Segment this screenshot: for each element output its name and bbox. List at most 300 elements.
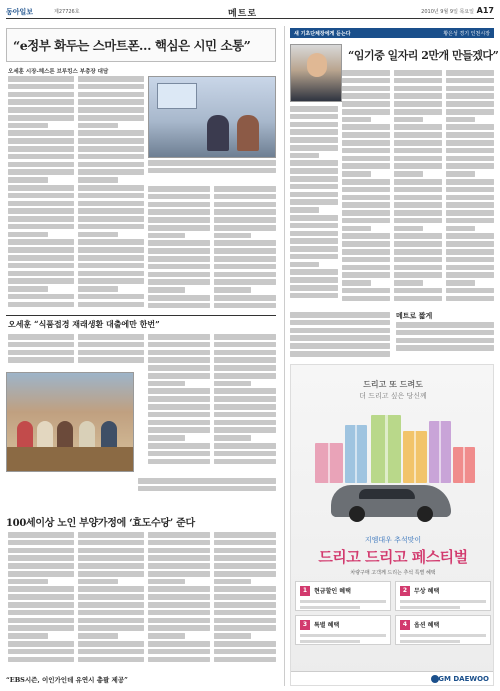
body-text-line — [8, 571, 74, 577]
body-text-line — [446, 257, 494, 263]
body-text-line — [148, 202, 210, 208]
body-text-line — [446, 132, 494, 138]
welfare-text-column-3 — [148, 532, 210, 668]
body-text-line — [8, 185, 74, 191]
body-text-line — [148, 451, 210, 457]
body-text-line — [148, 555, 210, 561]
body-text-line — [78, 540, 144, 546]
body-text-line — [78, 99, 144, 105]
body-text-line — [8, 334, 74, 340]
body-text-line — [214, 396, 276, 402]
body-text-line — [214, 618, 276, 624]
ebs-headline[interactable]: “EBS시즌, 이인가인데 유연시 총괄 제공” — [6, 676, 128, 684]
body-text-line — [394, 132, 442, 138]
body-text-line — [290, 231, 338, 237]
body-text-line — [78, 263, 144, 269]
body-text-line — [446, 210, 494, 216]
body-text-line — [290, 351, 390, 357]
body-text-line — [148, 168, 276, 174]
body-text-line — [148, 435, 185, 441]
car-image — [331, 485, 451, 517]
body-text-line — [342, 70, 390, 76]
body-text-line — [78, 92, 144, 98]
body-text-line — [290, 238, 338, 244]
body-text-line — [78, 255, 144, 261]
body-text-line — [214, 287, 251, 293]
interview-quote-headline[interactable]: “임기중 일자리 2만개 만들겠다” — [348, 49, 499, 62]
event-headline[interactable]: 오세훈 “식품접경 재래생환 대출에만 한번” — [8, 319, 160, 329]
body-text-line — [78, 193, 144, 199]
body-text-line — [214, 365, 276, 371]
body-text-line — [78, 625, 144, 631]
body-text-line — [148, 602, 210, 608]
promo-subtitle: 지엠대우 추석맞이 — [364, 536, 422, 544]
body-text-line — [78, 208, 144, 214]
body-text-line — [214, 334, 276, 340]
body-text-line — [8, 548, 74, 554]
body-text-line — [446, 233, 494, 239]
body-text-line — [8, 138, 74, 144]
body-text-line — [446, 265, 494, 271]
body-text-line — [446, 241, 494, 247]
body-text-line — [8, 278, 74, 284]
body-text-line — [148, 388, 210, 394]
body-text-line — [78, 618, 144, 624]
welfare-headline[interactable]: 100세이상 노인 부양가정에 ‘효도수당’ 준다 — [6, 518, 195, 529]
body-text-line — [78, 107, 144, 113]
body-text-line — [446, 288, 494, 294]
body-text-line — [394, 101, 442, 107]
benefit-detail-line — [300, 634, 386, 637]
body-text-line — [342, 288, 390, 294]
body-text-line — [8, 193, 74, 199]
body-text-line — [446, 202, 494, 208]
body-text-line — [78, 185, 144, 191]
body-text-line — [78, 76, 144, 82]
body-text-line — [8, 76, 74, 82]
body-text-line — [214, 427, 276, 433]
issue-number: 제27726호 — [54, 9, 80, 15]
body-text-line — [8, 625, 74, 631]
body-text-line — [290, 320, 390, 326]
body-text-line — [8, 208, 74, 214]
body-text-line — [8, 162, 74, 168]
body-text-line — [214, 388, 276, 394]
body-text-line — [394, 70, 442, 76]
body-text-line — [446, 117, 475, 123]
benefit-detail-line — [400, 634, 486, 637]
body-text-line — [78, 657, 144, 663]
body-text-line — [78, 123, 118, 129]
body-text-line — [342, 210, 390, 216]
body-text-line — [342, 171, 371, 177]
body-text-line — [78, 224, 144, 230]
body-text-line — [78, 232, 118, 238]
main-headline-box — [6, 28, 276, 62]
portrait-face — [307, 53, 327, 77]
body-text-line — [8, 594, 74, 600]
body-text-line — [8, 154, 74, 160]
body-text-line — [394, 163, 442, 169]
body-text-line — [78, 84, 144, 90]
body-text-line — [214, 586, 276, 592]
body-text-line — [290, 262, 319, 268]
gift-box-icon — [403, 431, 427, 483]
body-text-line — [148, 240, 210, 246]
body-text-line — [394, 210, 442, 216]
body-text-line — [78, 548, 144, 554]
body-text-line — [8, 216, 74, 222]
body-text-line — [78, 271, 144, 277]
body-text-line — [8, 247, 74, 253]
body-text-line — [148, 334, 210, 340]
body-text-line — [342, 86, 390, 92]
article-text-column-2 — [78, 76, 144, 312]
article-text-column-4 — [214, 186, 276, 312]
body-text-line — [148, 443, 210, 449]
benefit-detail-line — [300, 606, 360, 609]
interview-text-column-4 — [446, 70, 494, 306]
body-text-line — [290, 114, 338, 120]
body-text-line — [214, 435, 251, 441]
body-text-line — [148, 657, 210, 663]
body-text-line — [214, 459, 276, 465]
forum-person — [237, 115, 259, 151]
body-text-line — [342, 272, 390, 278]
column-divider — [284, 26, 285, 686]
body-text-line — [214, 548, 276, 554]
interview-text-column-3 — [394, 70, 442, 306]
body-text-line — [8, 177, 48, 183]
body-text-line — [8, 563, 74, 569]
body-text-line — [214, 420, 276, 426]
body-text-line — [214, 540, 276, 546]
body-text-line — [214, 256, 276, 262]
body-text-line — [396, 330, 494, 336]
body-text-line — [290, 153, 319, 159]
body-text-line — [8, 107, 74, 113]
body-text-line — [78, 334, 144, 340]
body-text-line — [446, 272, 494, 278]
body-text-line — [290, 184, 338, 190]
body-text-line — [394, 288, 442, 294]
benefit-label: 옵션 혜택 — [414, 622, 440, 629]
body-text-line — [342, 226, 371, 232]
body-text-line — [148, 287, 185, 293]
body-text-line — [78, 602, 144, 608]
benefit-number: 1 — [300, 586, 310, 596]
body-text-line — [8, 84, 74, 90]
body-text-line — [446, 187, 494, 193]
body-text-line — [8, 130, 74, 136]
body-text-line — [8, 224, 74, 230]
page-number: A17 — [476, 6, 494, 15]
body-text-line — [148, 225, 210, 231]
body-text-line — [8, 649, 74, 655]
body-text-line — [8, 586, 74, 592]
body-text-line — [394, 117, 423, 123]
body-text-line — [8, 618, 74, 624]
body-text-line — [8, 294, 74, 300]
body-text-line — [446, 78, 494, 84]
welfare-text-column-4 — [214, 532, 276, 668]
body-text-line — [394, 179, 442, 185]
gift-box-icon — [371, 415, 401, 483]
body-text-line — [78, 201, 144, 207]
body-text-line — [446, 171, 475, 177]
body-text-line — [214, 272, 276, 278]
body-text-line — [342, 179, 390, 185]
body-text-line — [446, 148, 494, 154]
body-text-line — [342, 124, 390, 130]
benefit-detail-line — [400, 606, 460, 609]
body-text-line — [148, 186, 210, 192]
interview-text-column-2 — [342, 70, 390, 306]
body-text-line — [148, 420, 210, 426]
body-text-line — [394, 86, 442, 92]
interviewee-portrait — [290, 44, 342, 102]
body-text-line — [394, 272, 442, 278]
car-wheel — [417, 506, 433, 522]
body-text-line — [8, 271, 74, 277]
body-text-line — [396, 345, 494, 351]
body-text-line — [78, 294, 144, 300]
body-text-line — [446, 179, 494, 185]
body-text-line — [290, 285, 338, 291]
body-text-line — [214, 342, 276, 348]
body-text-line — [290, 122, 338, 128]
body-text-line — [394, 93, 442, 99]
body-text-line — [8, 239, 74, 245]
body-text-line — [290, 145, 338, 151]
body-text-line — [148, 633, 185, 639]
body-text-line — [446, 101, 494, 107]
interview-series-title: 새 기초단체장에게 듣는다 — [294, 31, 351, 37]
body-text-line — [394, 265, 442, 271]
body-text-line — [8, 115, 74, 121]
body-text-line — [78, 138, 144, 144]
body-text-line — [148, 295, 210, 301]
body-text-line — [214, 532, 276, 538]
body-text-line — [138, 478, 276, 484]
body-text-line — [148, 649, 210, 655]
body-text-line — [214, 279, 276, 285]
body-text-line — [148, 610, 210, 616]
body-text-line — [290, 335, 390, 341]
body-text-line — [214, 443, 276, 449]
body-text-line — [78, 115, 144, 121]
body-text-line — [446, 86, 494, 92]
body-text-line — [148, 532, 210, 538]
body-text-line — [342, 195, 390, 201]
body-text-line — [148, 548, 210, 554]
body-text-line — [446, 109, 494, 115]
body-text-line — [148, 217, 210, 223]
body-text-line — [8, 232, 48, 238]
body-text-line — [78, 302, 144, 308]
main-subhead: 오세훈 시장-헤스톤 브루킹스 부총장 대담 — [8, 69, 109, 75]
welfare-text-column-1 — [8, 532, 74, 668]
benefit-label: 현금할인 혜택 — [314, 588, 351, 595]
body-text-line — [446, 218, 494, 224]
body-text-line — [446, 156, 494, 162]
body-text-line — [78, 586, 144, 592]
body-text-line — [214, 381, 251, 387]
body-text-line — [148, 350, 210, 356]
body-text-line — [214, 303, 276, 309]
car-wheel — [349, 506, 365, 522]
body-text-line — [394, 257, 442, 263]
body-text-line — [78, 146, 144, 152]
body-text-line — [290, 328, 390, 334]
body-text-line — [8, 641, 74, 647]
body-text-line — [8, 657, 74, 663]
article-text-column-3 — [148, 186, 210, 312]
car-window — [359, 489, 415, 499]
body-text-line — [78, 649, 144, 655]
body-text-line — [342, 109, 390, 115]
forum-person — [207, 115, 229, 151]
body-text-line — [8, 579, 48, 585]
body-text-line — [290, 254, 338, 260]
body-text-line — [290, 192, 338, 198]
section-title: 메트로 — [228, 9, 258, 19]
body-text-line — [214, 209, 276, 215]
body-text-line — [342, 93, 390, 99]
main-headline[interactable]: “e정부 화두는 스마트폰… 핵심은 시민 소통” — [13, 38, 251, 53]
body-text-line — [394, 140, 442, 146]
body-text-line — [8, 146, 74, 152]
body-text-line — [214, 225, 276, 231]
gm-daewoo-advertisement[interactable] — [290, 364, 494, 686]
gift-box-icon — [315, 443, 343, 483]
body-text-line — [148, 256, 210, 262]
body-text-line — [148, 625, 210, 631]
body-text-line — [342, 117, 371, 123]
body-text-line — [446, 140, 494, 146]
body-text-line — [8, 350, 74, 356]
body-text-line — [8, 92, 74, 98]
body-text-line — [214, 412, 276, 418]
body-text-line — [78, 154, 144, 160]
benefit-label: 무상 혜택 — [414, 588, 440, 595]
body-text-line — [446, 163, 494, 169]
body-text-line — [394, 226, 423, 232]
event-text-column-1 — [8, 334, 74, 368]
body-text-line — [148, 427, 210, 433]
body-text-line — [8, 633, 48, 639]
body-text-line — [148, 248, 210, 254]
body-text-line — [342, 78, 390, 84]
body-text-line — [214, 625, 276, 631]
body-text-line — [8, 610, 74, 616]
body-text-line — [8, 555, 74, 561]
interview-series-bar — [290, 28, 494, 38]
body-text-line — [446, 280, 475, 286]
body-text-line — [148, 396, 210, 402]
body-text-line — [342, 296, 390, 302]
body-text-line — [8, 342, 74, 348]
body-text-line — [342, 257, 390, 263]
body-text-line — [446, 70, 494, 76]
body-text-line — [290, 207, 319, 213]
body-text-line — [78, 641, 144, 647]
benefit-card[interactable] — [295, 615, 391, 645]
body-text-line — [148, 264, 210, 270]
body-text-line — [148, 404, 210, 410]
body-text-line — [78, 286, 118, 292]
gift-box-icon — [429, 421, 451, 483]
body-text-line — [148, 594, 210, 600]
welfare-text-column-2 — [78, 532, 144, 668]
body-text-line — [342, 265, 390, 271]
benefit-detail-line — [300, 640, 360, 643]
event-text-column-2 — [78, 334, 144, 368]
body-text-line — [214, 357, 276, 363]
body-text-line — [78, 247, 144, 253]
benefit-label: 특별 혜택 — [314, 622, 340, 629]
body-text-line — [78, 177, 118, 183]
body-text-line — [290, 246, 338, 252]
body-text-line — [394, 218, 442, 224]
body-text-line — [148, 540, 210, 546]
body-text-line — [342, 156, 390, 162]
body-text-line — [78, 357, 144, 363]
body-text-line — [148, 303, 210, 309]
benefit-card[interactable] — [395, 615, 491, 645]
body-text-line — [214, 451, 276, 457]
gift-box-icon — [345, 425, 367, 483]
body-text-line — [148, 194, 210, 200]
body-text-line — [214, 633, 251, 639]
forum-photo — [148, 76, 276, 158]
benefit-card[interactable] — [295, 581, 391, 611]
body-text-line — [78, 130, 144, 136]
body-text-line — [148, 459, 210, 465]
body-text-line — [148, 365, 210, 371]
body-text-line — [394, 148, 442, 154]
body-text-line — [394, 124, 442, 130]
body-text-line — [446, 93, 494, 99]
benefit-number: 3 — [300, 620, 310, 630]
body-text-line — [342, 140, 390, 146]
page-header — [6, 5, 494, 19]
body-text-line — [214, 373, 276, 379]
ad-brand-name: GM DAEWOO — [438, 675, 489, 683]
issue-date: 2010년 9월 9일 목요일 — [421, 9, 474, 15]
body-text-line — [214, 248, 276, 254]
body-text-line — [214, 186, 276, 192]
body-text-line — [446, 249, 494, 255]
body-text-line — [214, 233, 251, 239]
body-text-line — [394, 296, 442, 302]
body-text-line — [148, 381, 185, 387]
ad-footer — [291, 671, 494, 685]
body-text-line — [78, 216, 144, 222]
brief-news-text — [396, 322, 494, 360]
event-photo — [6, 372, 134, 472]
body-text-line — [214, 350, 276, 356]
forum-photo-caption — [148, 160, 276, 182]
body-text-line — [446, 226, 475, 232]
benefit-card[interactable] — [395, 581, 491, 611]
body-text-line — [78, 594, 144, 600]
body-text-line — [8, 255, 74, 261]
benefit-number: 4 — [400, 620, 410, 630]
ad-slogan-line-1: 드리고 또 드려도 — [363, 380, 423, 389]
body-text-line — [214, 264, 276, 270]
body-text-line — [8, 540, 74, 546]
